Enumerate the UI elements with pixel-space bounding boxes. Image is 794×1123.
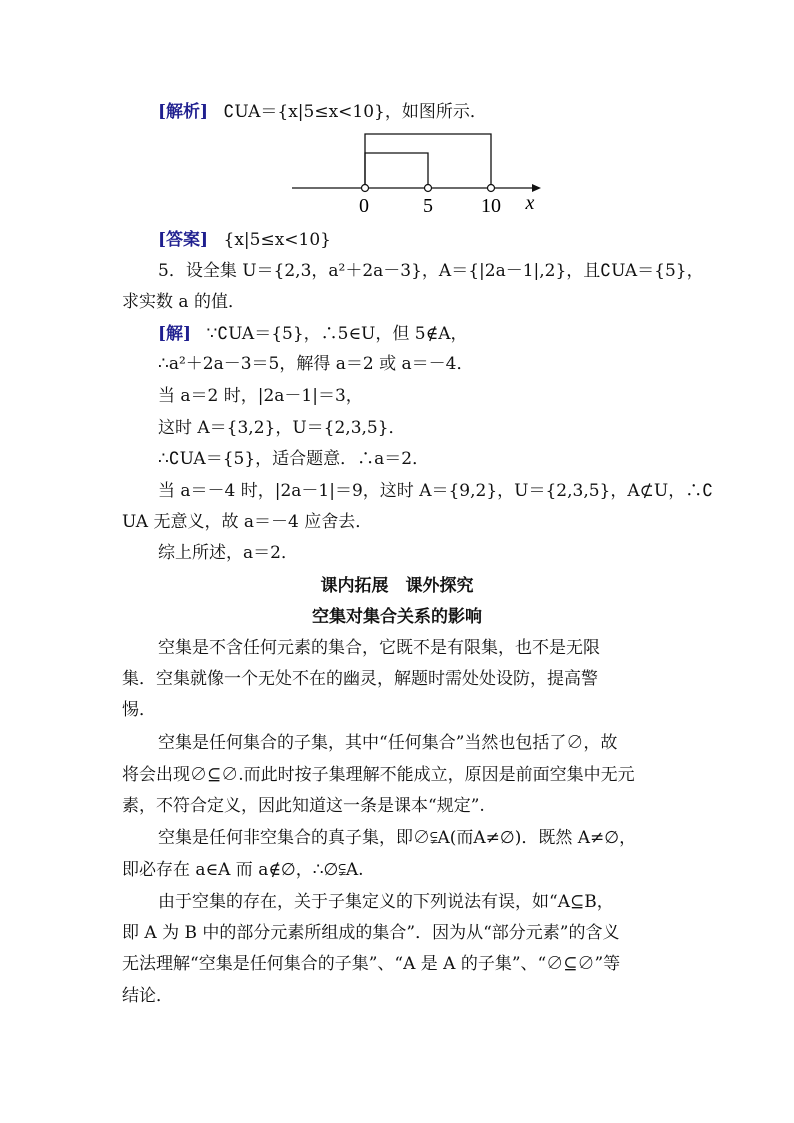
para2-line-2: 素，不符合定义，因此知道这一条是课本“规定”. bbox=[122, 796, 485, 816]
solution1-line bbox=[158, 100, 487, 124]
para4-line-0: 由于空集的存在，关于子集定义的下列说法有误，如“A⊆B， bbox=[158, 892, 614, 912]
solution1-text: ∁UA＝{x|5≤x<10}，如图所示． bbox=[223, 102, 487, 122]
solution5-line-1: ∴a²＋2a－3＝5，解得 a＝2 或 a＝－4． bbox=[158, 354, 474, 374]
para4-line-2: 无法理解“空集是任何集合的子集”、“A 是 A 的子集”、“∅⊆∅”等 bbox=[122, 954, 621, 974]
solution-tag: [解] bbox=[158, 324, 192, 344]
solution5-line-2: 当 a＝2 时，|2a－1|＝3， bbox=[158, 386, 363, 406]
point-0 bbox=[362, 185, 369, 192]
axis-arrow bbox=[532, 184, 541, 192]
solution5-line-6: UA 无意义，故 a＝－4 应舍去． bbox=[122, 512, 373, 532]
tick-label-10: 10 bbox=[481, 195, 501, 217]
axis-label-x: x bbox=[525, 192, 535, 214]
para1-line-0: 空集是不含任何元素的集合，它既不是有限集，也不是无限 bbox=[158, 638, 600, 658]
analysis-tag: [解析] bbox=[158, 102, 209, 122]
solution5-text-0: ∵∁UA＝{5}，∴5∈U，但 5∉A， bbox=[206, 324, 468, 344]
point-10 bbox=[488, 185, 495, 192]
solution5-line-4: ∴∁UA＝{5}，适合题意．∴a＝2． bbox=[158, 449, 430, 469]
answer-tag: [答案] bbox=[158, 230, 209, 250]
number-line-figure bbox=[0, 125, 794, 225]
answer1-line bbox=[158, 228, 331, 252]
para4-line-1: 即 A 为 B 中的部分元素所组成的集合”．因为从“部分元素”的含义 bbox=[122, 923, 620, 943]
answer1-text: {x|5≤x<10} bbox=[223, 230, 331, 250]
solution5-line-3: 这时 A＝{3,2}，U＝{2,3,5}． bbox=[158, 418, 406, 438]
section-title: 课内拓展 课外探究 bbox=[320, 576, 474, 596]
tick-label-5: 5 bbox=[423, 195, 433, 217]
para1-line-2: 惕． bbox=[122, 700, 156, 720]
section-subtitle: 空集对集合关系的影响 bbox=[312, 607, 482, 627]
set-bracket-0-5 bbox=[365, 153, 428, 188]
solution5-line-5: 当 a＝－4 时，|2a－1|＝9，这时 A＝{9,2}，U＝{2,3,5}，A⊄U，∴∁ bbox=[158, 481, 714, 501]
para2-line-0: 空集是任何集合的子集，其中“任何集合”当然也包括了∅，故 bbox=[158, 733, 618, 753]
para2-line-1: 将会出现∅⊆∅.而此时按子集理解不能成立，原因是前面空集中无元 bbox=[122, 765, 635, 785]
solution5-line-0 bbox=[158, 322, 467, 346]
para4-line-3: 结论． bbox=[122, 986, 173, 1006]
para1-line-1: 集．空集就像一个无处不在的幽灵，解题时需处处设防，提高警 bbox=[122, 669, 598, 689]
problem5-line1: 5．设全集 U＝{2,3，a²＋2a－3}，A＝{|2a－1|,2}，且∁UA＝{5}， bbox=[158, 261, 704, 281]
tick-label-0: 0 bbox=[359, 195, 369, 217]
para3-line-1: 即必存在 a∈A 而 a∉∅，∴∅⫋A. bbox=[122, 860, 364, 880]
problem5-line2: 求实数 a 的值． bbox=[122, 292, 245, 312]
point-5 bbox=[425, 185, 432, 192]
solution5-line-7: 综上所述，a＝2． bbox=[158, 543, 298, 563]
para3-line-0: 空集是任何非空集合的真子集，即∅⫋A(而A≠∅)．既然 A≠∅， bbox=[158, 828, 637, 848]
